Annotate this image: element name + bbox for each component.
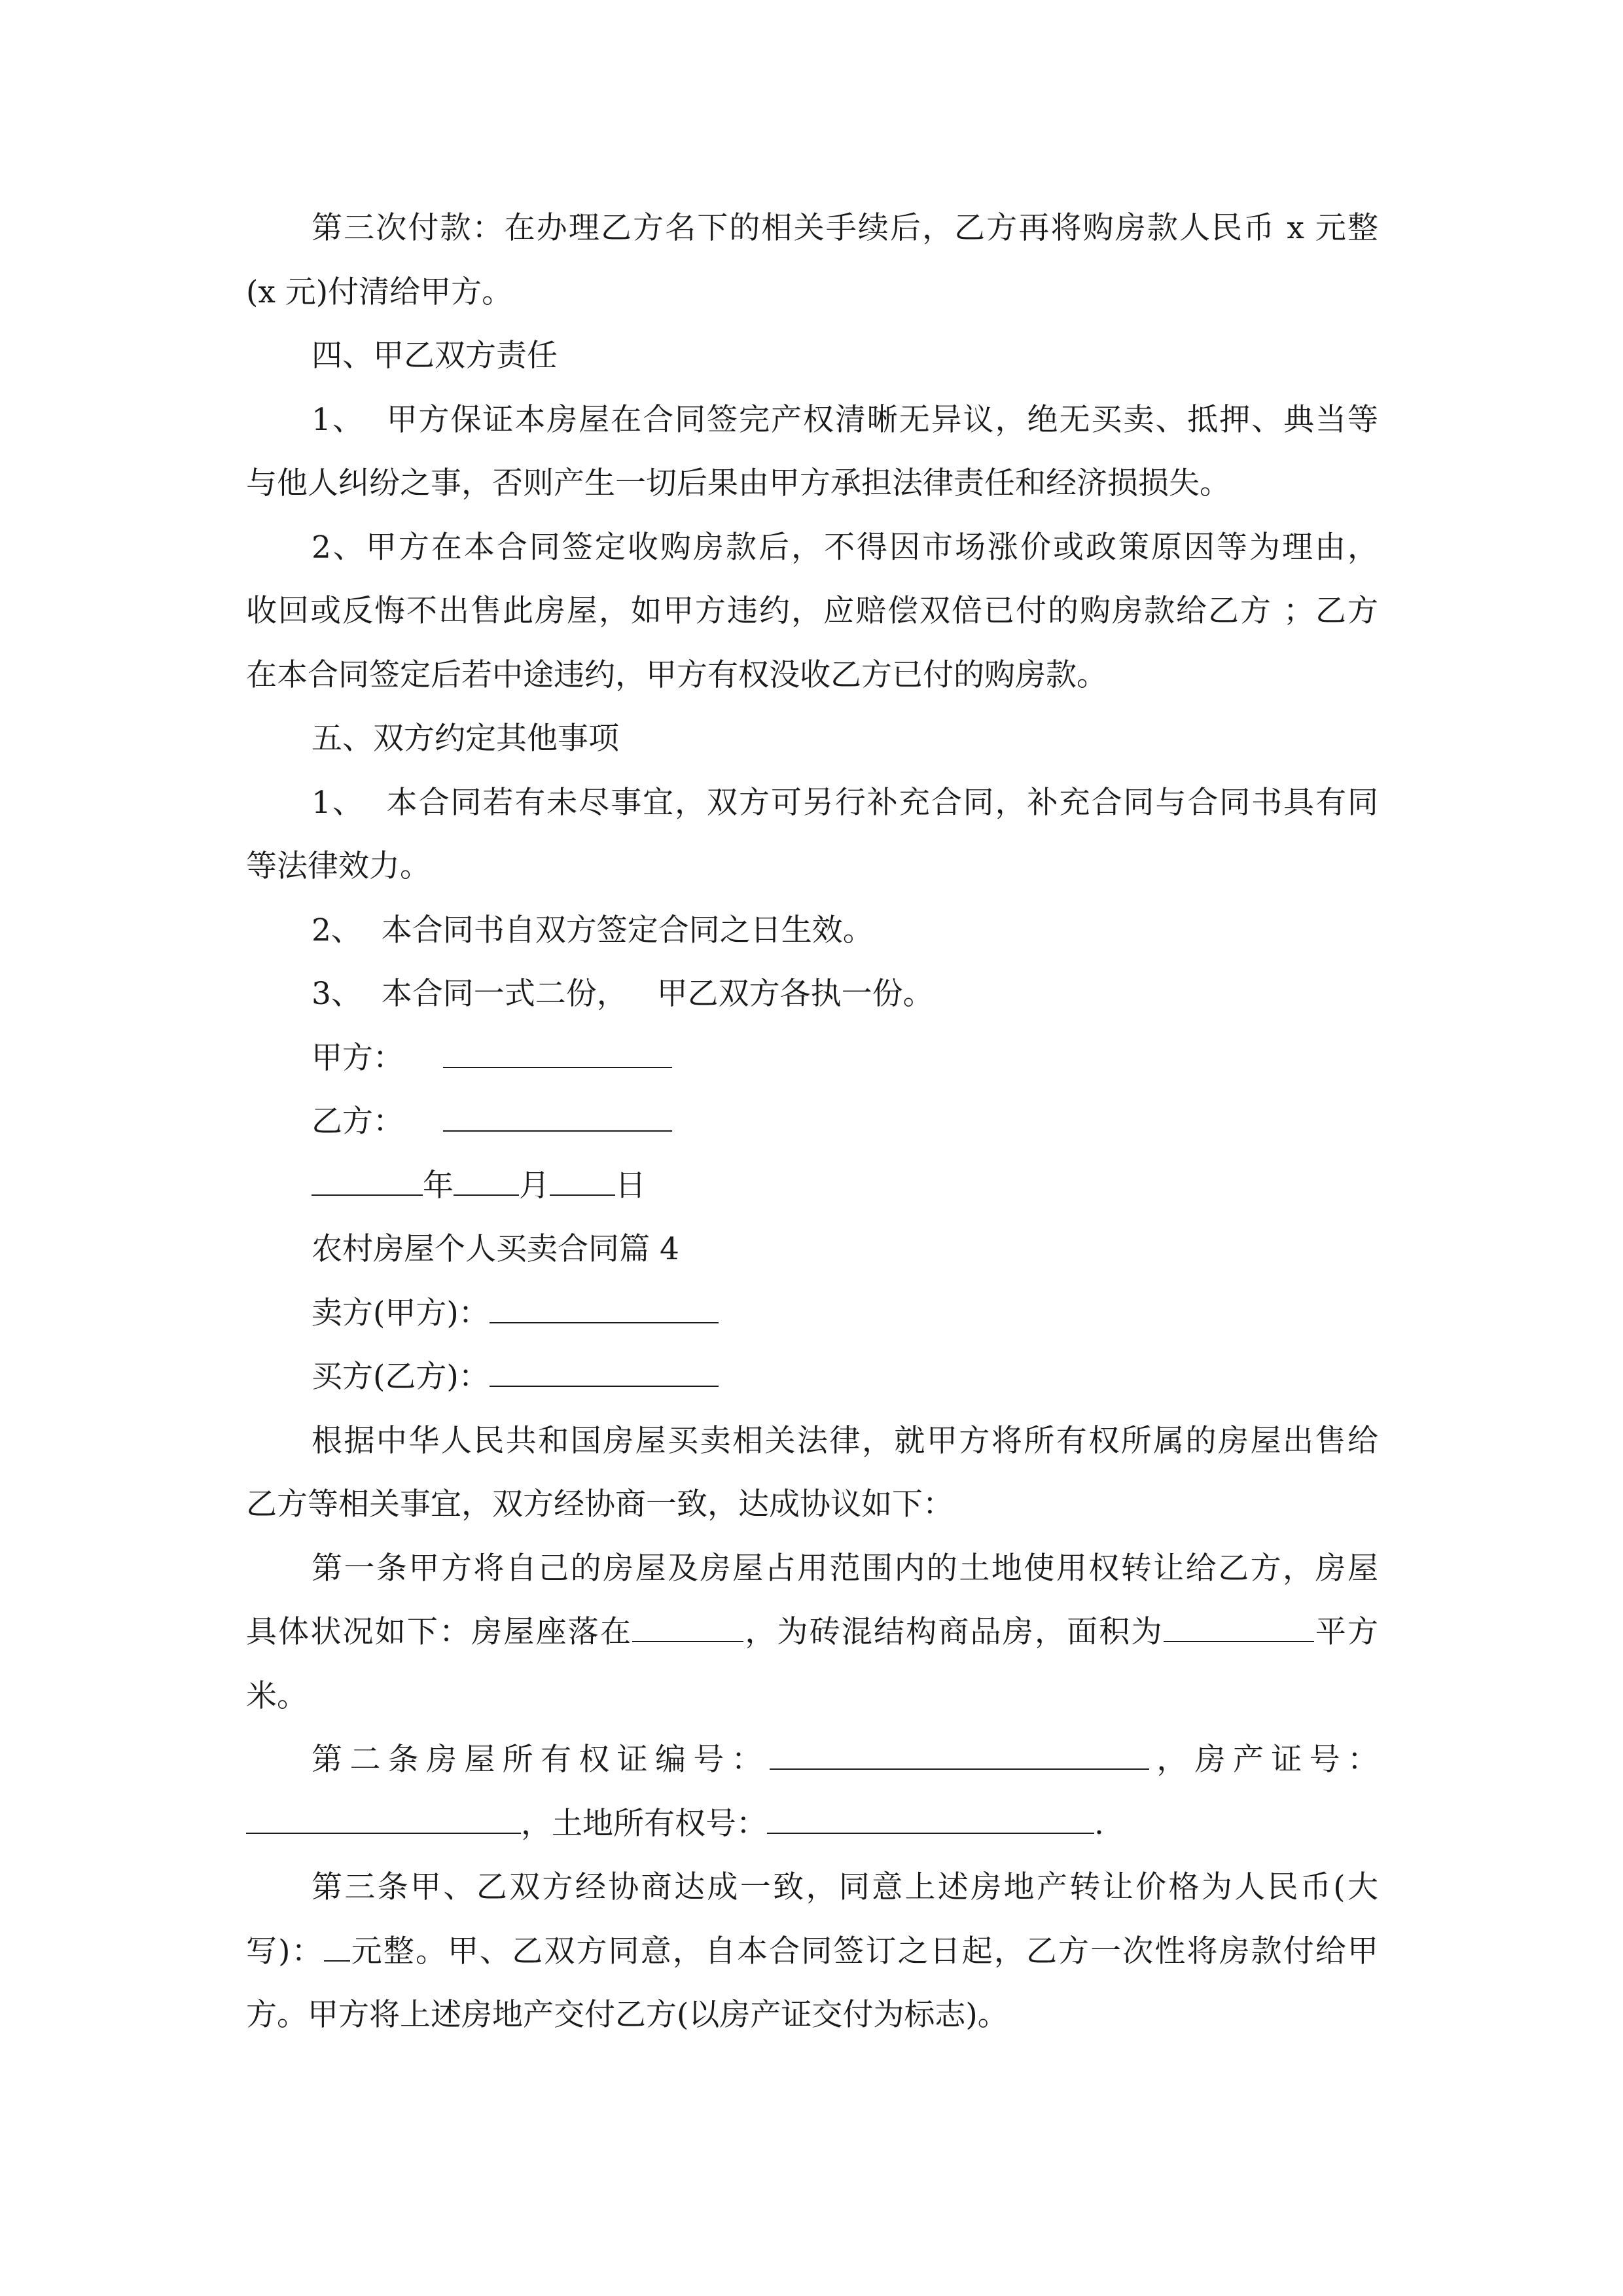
section-four-heading: 四、甲乙双方责任 bbox=[312, 338, 558, 374]
duty-2-line-2: 收回或反悔不出售此房屋，如甲方违约，应赔偿双倍已付的购房款给乙方 ；乙方 bbox=[246, 593, 1378, 629]
party-b-signature-blank bbox=[443, 1103, 672, 1132]
amount-blank bbox=[324, 1932, 350, 1961]
date-row bbox=[246, 1154, 1378, 1218]
party-a-label: 甲方： bbox=[312, 1039, 404, 1076]
area-blank bbox=[1164, 1613, 1314, 1642]
seller-label: 卖方(甲方)： bbox=[312, 1295, 490, 1331]
party-b-signature-row bbox=[246, 1090, 1378, 1154]
section-five-heading: 五、双方约定其他事项 bbox=[312, 721, 619, 757]
land-cert-blank bbox=[767, 1804, 1094, 1833]
day-label: 日 bbox=[615, 1167, 646, 1204]
land-cert-end: . bbox=[1094, 1805, 1104, 1842]
month-blank bbox=[454, 1166, 519, 1195]
year-blank bbox=[312, 1166, 423, 1195]
ownership-cert-label: 第二条房屋所有权证编号： bbox=[312, 1742, 770, 1778]
seller-blank bbox=[490, 1294, 719, 1323]
duty-1-line-2: 与他人纠纷之事，否则产生一切后果由甲方承担法律责任和经济损损失。 bbox=[246, 465, 1230, 501]
article-1-line-3: 米。 bbox=[246, 1677, 308, 1714]
article-1-unit: 平方 bbox=[1313, 1614, 1379, 1650]
location-blank bbox=[632, 1613, 743, 1642]
article-3-line-2 bbox=[246, 1920, 1378, 1984]
intro-line-2: 乙方等相关事宜，双方经协商一致，达成协议如下： bbox=[246, 1486, 954, 1522]
document-body bbox=[246, 196, 1378, 2047]
duty-2-line-3: 在本合同签定后若中途违约，甲方有权没收乙方已付的购房款。 bbox=[246, 656, 1107, 693]
day-blank bbox=[550, 1166, 615, 1195]
seller-row bbox=[246, 1282, 1378, 1346]
property-cert-label: ，房产证号： bbox=[1149, 1742, 1378, 1778]
section-title: 农村房屋个人买卖合同篇 4 bbox=[312, 1231, 679, 1267]
article-3-line-1: 第三条甲、乙双方经协商达成一致，同意上述房地产转让价格为人民币(大 bbox=[312, 1869, 1378, 1905]
party-a-signature-row bbox=[246, 1026, 1378, 1090]
article-3-amount-text: 元整。甲、乙双方同意，自本合同签订之日起，乙方一次性将房款付给甲 bbox=[349, 1933, 1378, 1969]
land-cert-label: ，土地所有权号： bbox=[521, 1805, 767, 1842]
article-2-line-2 bbox=[246, 1792, 1378, 1856]
article-1-structure-label: ，为砖混结构商品房，面积为 bbox=[743, 1614, 1164, 1650]
buyer-blank bbox=[490, 1358, 719, 1387]
duty-2-line-1: 2、甲方在本合同签定收购房款后，不得因市场涨价或政策原因等为理由， bbox=[312, 529, 1378, 565]
month-label: 月 bbox=[519, 1167, 550, 1204]
year-label: 年 bbox=[423, 1167, 454, 1204]
duty-1-line-1: 1、 甲方保证本房屋在合同签完产权清晰无异议，绝无买卖、抵押、典当等 bbox=[312, 401, 1378, 438]
buyer-row bbox=[246, 1345, 1378, 1409]
article-2-line-1 bbox=[246, 1728, 1378, 1792]
property-cert-blank bbox=[246, 1804, 521, 1833]
intro-line-1: 根据中华人民共和国房屋买卖相关法律，就甲方将所有权所属的房屋出售给 bbox=[312, 1422, 1378, 1459]
article-1-line-2 bbox=[246, 1600, 1378, 1664]
buyer-label: 买方(乙方)： bbox=[312, 1359, 490, 1395]
article-3-amount-label: 写)： bbox=[246, 1933, 324, 1969]
article-1-line-1: 第一条甲方将自己的房屋及房屋占用范围内的土地使用权转让给乙方，房屋 bbox=[312, 1550, 1378, 1587]
payment-third-line-1: 第三次付款：在办理乙方名下的相关手续后，乙方再将购房款人民币 x 元整 bbox=[312, 210, 1378, 246]
other-2-line: 2、 本合同书自双方签定合同之日生效。 bbox=[312, 912, 874, 948]
other-1-line-2: 等法律效力。 bbox=[246, 848, 431, 884]
party-a-signature-blank bbox=[443, 1039, 672, 1067]
ownership-cert-blank bbox=[770, 1741, 1149, 1770]
other-1-line-1: 1、 本合同若有未尽事宜，双方可另行补充合同，补充合同与合同书具有同 bbox=[312, 784, 1378, 821]
party-b-label: 乙方： bbox=[312, 1103, 404, 1139]
article-3-line-3: 方。甲方将上述房地产交付乙方(以房产证交付为标志)。 bbox=[246, 1997, 1008, 2033]
payment-third-line-2: (x 元)付清给甲方。 bbox=[246, 274, 513, 310]
other-3-line: 3、 本合同一式二份， 甲乙双方各执一份。 bbox=[312, 976, 934, 1012]
article-1-location-label: 具体状况如下：房屋座落在 bbox=[246, 1614, 633, 1650]
